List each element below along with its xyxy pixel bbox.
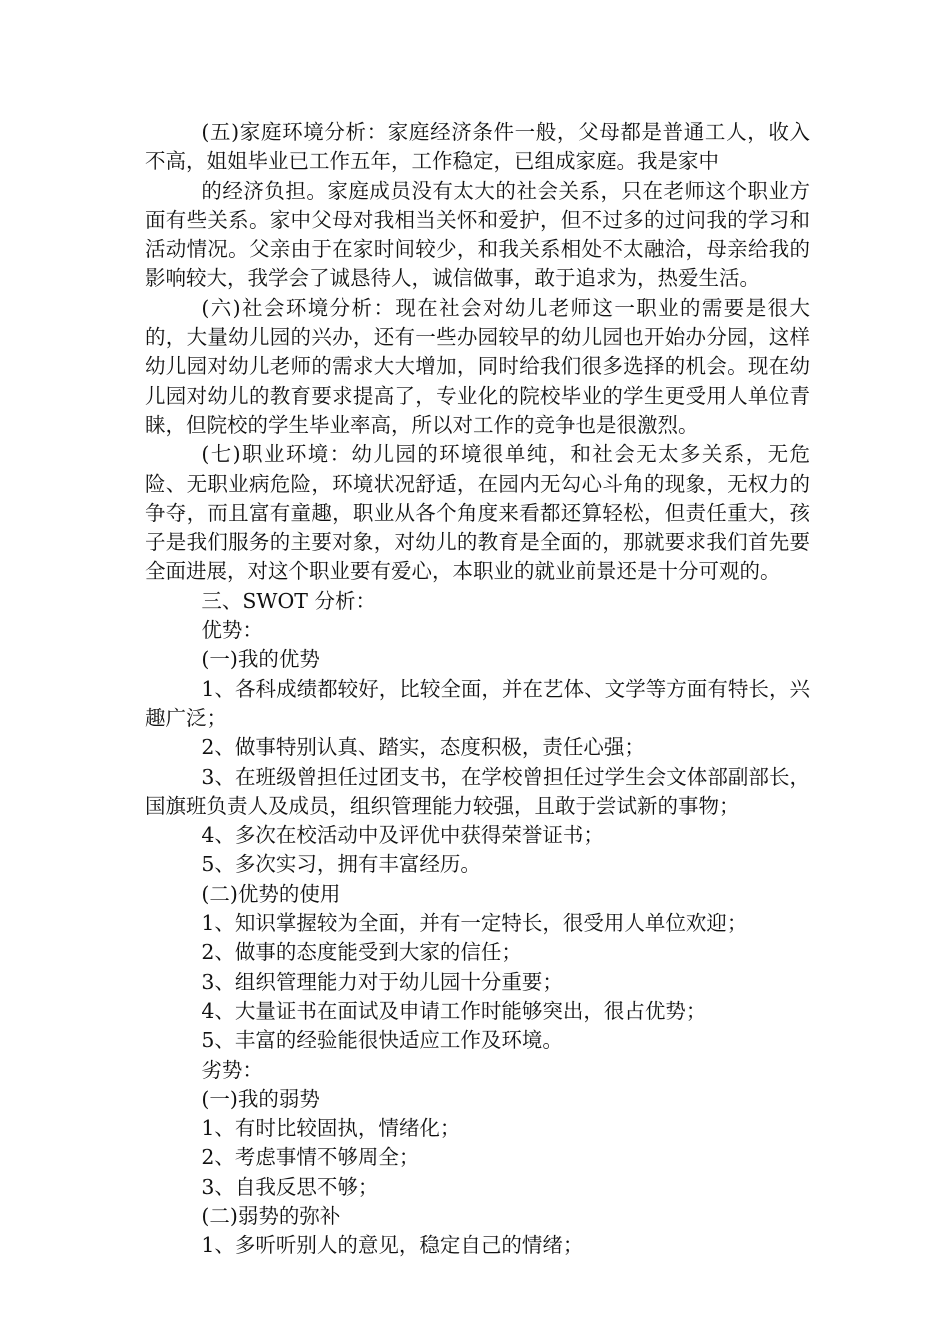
paragraph-career-environment: (七)职业环境：幼儿园的环境很单纯，和社会无太多关系，无危险、无职业病危险，环境状况舒适，在园内无勾心斗角的现象，无权力的争夺，而且富有童趣，职业从各个角度来看都还算轻松，但责任重大，孩子是我们服务的主要对象，对幼儿的教育是全面的，那就要求我们首先要全面进展，对这个职业要有爱心，本职业的就业前景还是十分可观的。 [145, 442, 810, 584]
list-item: 5、丰富的经验能很快适应工作及环境。 [201, 1028, 563, 1053]
subheading-use-of-strengths: (二)优势的使用 [201, 881, 341, 906]
subheading-my-weaknesses: (一)我的弱势 [201, 1086, 320, 1111]
list-item: 1、多听听别人的意见，稳定自己的情绪； [201, 1233, 584, 1258]
subheading-weaknesses: 劣势： [201, 1057, 263, 1082]
list-item: 3、自我反思不够； [201, 1174, 379, 1199]
paragraph-family-environment-cont: 的经济负担。家庭成员没有太大的社会关系，只在老师这个职业方面有些关系。家中父母对我相当关怀和爱护，但不过多的过问我的学习和活动情况。父亲由于在家时间较少，和我关系相处不太融洽，母亲给我的影响较大，我学会了诚恳待人，诚信做事，敢于追求为，热爱生活。 [145, 178, 810, 291]
subheading-strengths: 优势： [201, 618, 263, 643]
list-item: 4、大量证书在面试及申请工作时能够突出，很占优势； [201, 998, 707, 1023]
list-item: 5、多次实习，拥有丰富经历。 [201, 852, 481, 877]
list-item: 2、考虑事情不够周全； [201, 1145, 420, 1170]
list-item: 1、有时比较固执，情绪化； [201, 1116, 461, 1141]
list-item: 2、做事的态度能受到大家的信任； [201, 940, 522, 965]
list-item: 4、多次在校活动中及评优中获得荣誉证书； [201, 823, 604, 848]
paragraph-social-environment: (六)社会环境分析：现在社会对幼儿老师这一职业的需要是很大的，大量幼儿园的兴办，还有一些办园较早的幼儿园也开始办分园，这样幼儿园对幼儿老师的需求大大增加，同时给我们很多选择的机会。现在幼儿园对幼儿的教育要求提高了，专业化的院校毕业的学生更受用人单位青睐，但院校的学生毕业率高，所以对工作的竞争也是很激烈。 [145, 295, 810, 437]
list-item: 1、各科成绩都较好，比较全面，并在艺体、文学等方面有特长，兴趣广泛； [145, 676, 810, 730]
document-body [145, 118, 810, 1261]
list-item: 1、知识掌握较为全面，并有一定特长，很受用人单位欢迎； [201, 911, 748, 936]
subheading-my-strengths: (一)我的优势 [201, 647, 320, 672]
paragraph-family-environment: (五)家庭环境分析：家庭经济条件一般，父母都是普通工人，收入不高，姐姐毕业已工作五年，工作稳定，已组成家庭。我是家中 [145, 120, 810, 174]
list-item: 3、在班级曾担任过团支书，在学校曾担任过学生会文体部副部长，国旗班负责人及成员，组织管理能力较强，且敢于尝试新的事物； [145, 764, 810, 818]
list-item: 3、组织管理能力对于幼儿园十分重要； [201, 969, 563, 994]
subheading-weakness-remedy: (二)弱势的弥补 [201, 1203, 341, 1228]
section-heading-swot: 三、SWOT 分析： [201, 588, 376, 613]
list-item: 2、做事特别认真、踏实，态度积极，责任心强； [201, 735, 645, 760]
